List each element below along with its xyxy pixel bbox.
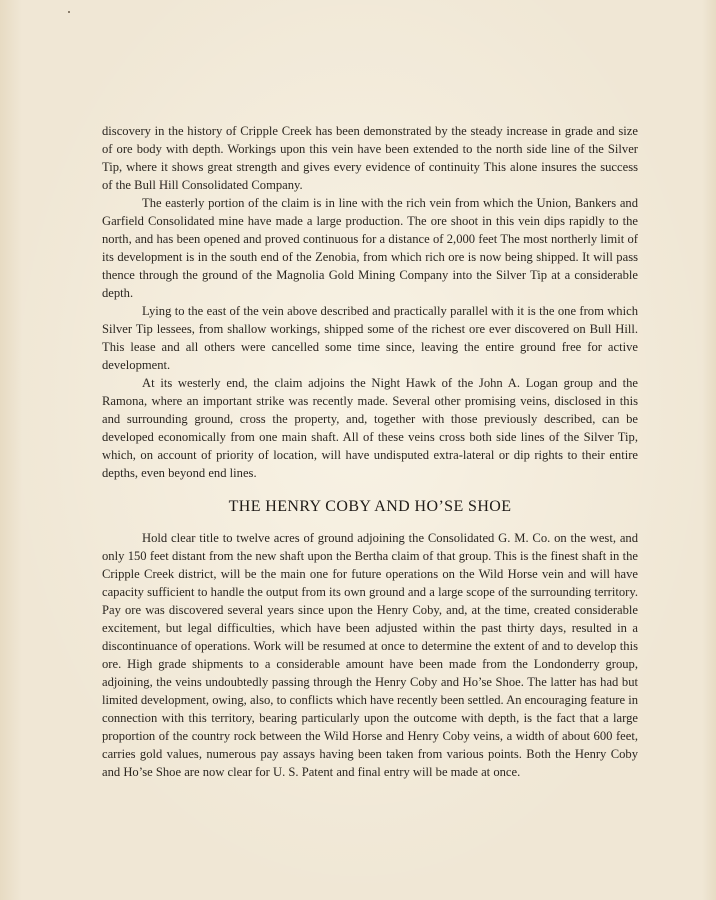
- paragraph-lying-east: Lying to the east of the vein above described and practically parallel with it is the one from which Silver Tip lessees, from shallow workings, shipped some of the richest ore ever discovered on Bull Hill. This lease and all others were cancelled some time since, leaving the entire ground free for active development.: [102, 304, 638, 372]
- paragraph-easterly-portion: The easterly portion of the claim is in line with the rich vein from which the Union, Bankers and Garfield Consolidated mine have made a large production. The ore shoot in this vein dips rapidly to the north, and has been opened and proved continuous for a distance of 2,000 feet The most northerly limit of its development is in the south end of the Zenobia, from which rich ore is now being shipped. It will pass thence through the ground of the Magnolia Gold Mining Company into the Silver Tip at a considerable depth.: [102, 196, 638, 300]
- henry-coby-text-section: [102, 529, 638, 781]
- section-heading-henry-coby: THE HENRY COBY AND HO’SE SHOE: [228, 498, 512, 515]
- paragraph-hold-clear-title: Hold clear title to twelve acres of ground adjoining the Consolidated G. M. Co. on the west, and only 150 feet distant from the new shaft upon the Bertha claim of that group. This is the finest shaft in the Cripple Creek district, will be the main one for future operations on the Wild Horse vein and will have capacity sufficient to handle the output from its own ground and a large scope of the surrounding territory. Pay ore was discovered several years since upon the Henry Coby, and, at the time, created considerable excitement, but legal difficulties, which have been adjusted within the past thirty days, resulted in a discontinuance of operations. Work will be resumed at once to determine the extent of and to develop this ore. High grade shipments to a considerable amount have been made from the Londonderry group, adjoining, the veins undoubtedly passing through the Henry Coby and Ho’se Shoe. The latter has had but limited development, owing, also, to conflicts which have recently been settled. An encouraging feature in connection with this territory, bearing particularly upon the outcome with depth, is the fact that a large proportion of the country rock between the Wild Horse and Henry Coby veins, a width of about 600 feet, carries gold values, numerous pay assays having been taken from various points. Both the Henry Coby and Ho’se Shoe are now clear for U. S. Patent and final entry will be made at once.: [102, 531, 638, 779]
- paper-speck: [68, 11, 70, 13]
- paragraph-continued-discovery: discovery in the history of Cripple Creek has been demonstrated by the steady increase in grade and size of ore body with depth. Workings upon this vein have been extended to the north side line of the Silver Tip, where it shows great strength and gives every evidence of continuity This alone insures the success of the Bull Hill Consolidated Company.: [102, 124, 638, 192]
- paragraph-westerly-end: At its westerly end, the claim adjoins the Night Hawk of the John A. Logan group and the Ramona, where an important strike was recently made. Several other promising veins, disclosed in this and surrounding ground, cross the property, and, together with those previously described, can be developed economically from one main shaft. All of these veins cross both side lines of the Silver Tip, which, on account of priority of location, will have undisputed extra-lateral or dip rights to their entire depths, even beyond end lines.: [102, 376, 638, 480]
- silver-tip-text-section: [102, 122, 638, 482]
